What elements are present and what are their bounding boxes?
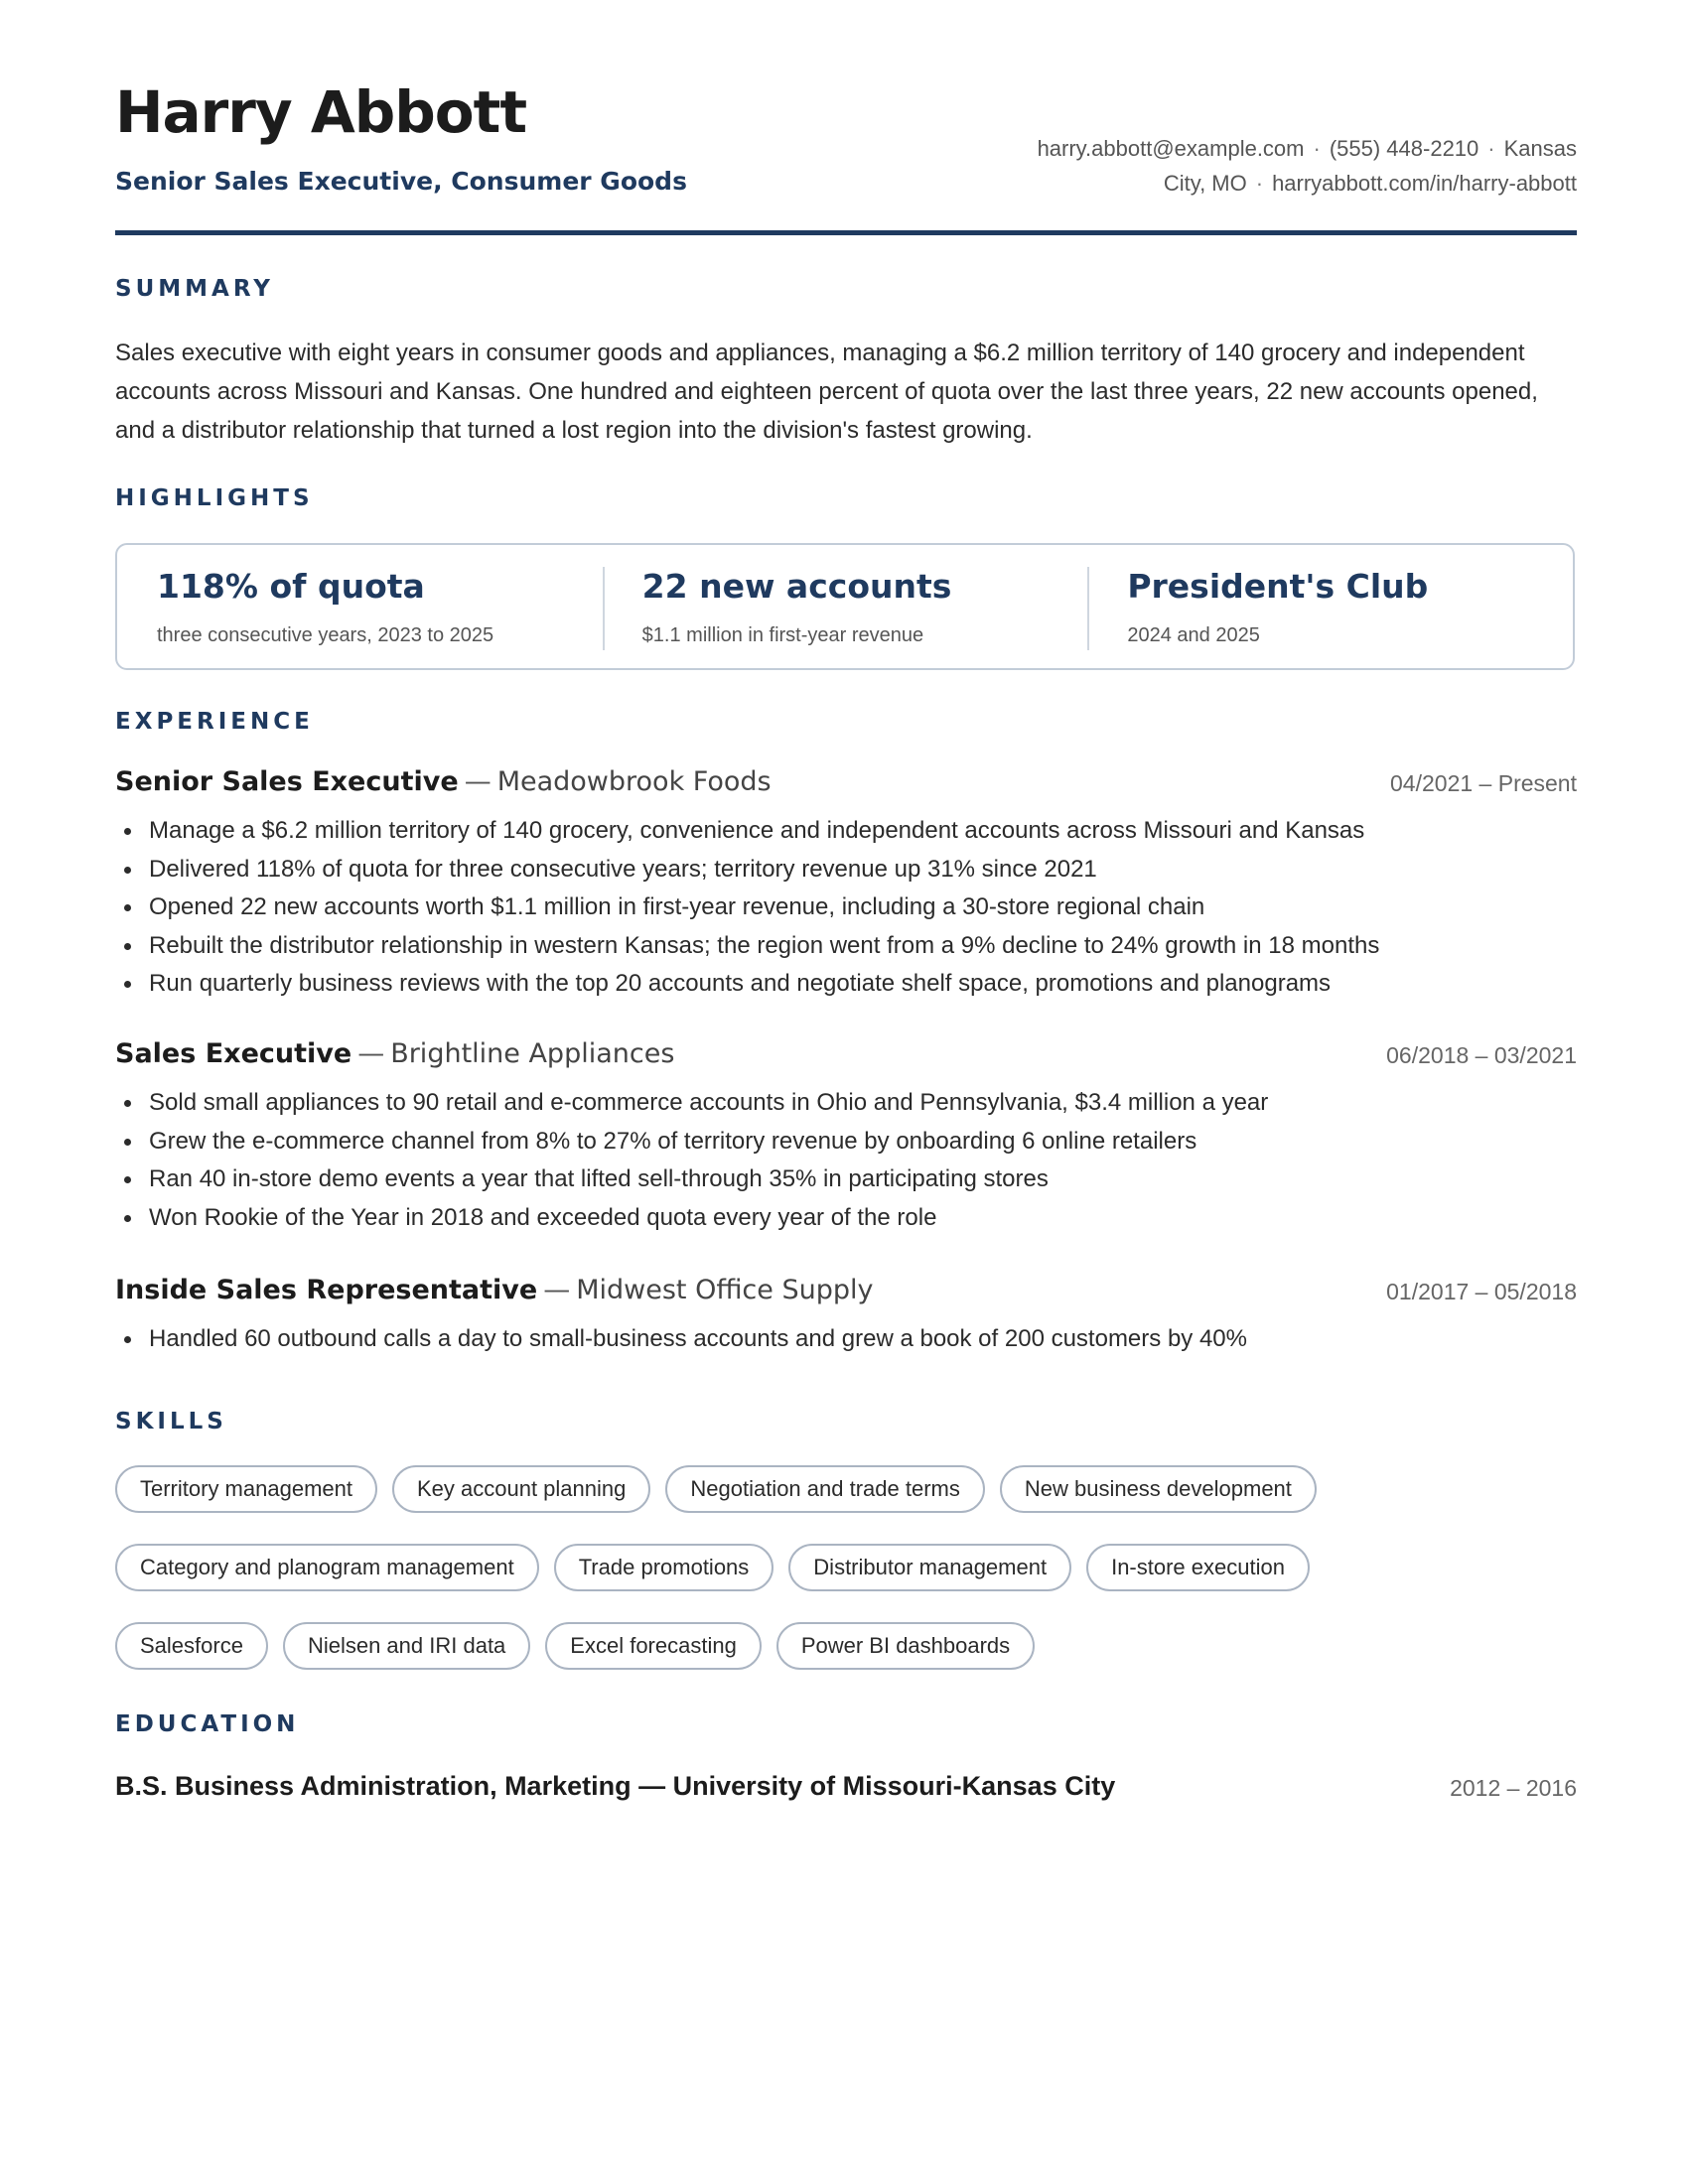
job-bullet: Run quarterly business reviews with the top 20 accounts and negotiate shelf space, promotions and planograms <box>149 965 1577 1004</box>
candidate-role: Senior Sales Executive, Consumer Goods <box>115 167 687 196</box>
job-header <box>115 766 1577 806</box>
skill-chip: Category and planogram management <box>115 1544 539 1591</box>
skill-chip: In-store execution <box>1086 1544 1310 1591</box>
highlight-item <box>117 545 603 668</box>
job-header <box>115 1038 1577 1078</box>
resume-header <box>115 0 1577 238</box>
job-entry <box>115 766 1577 1004</box>
summary-text: Sales executive with eight years in consumer goods and appliances, managing a $6.2 million territory of 140 grocery and independent accounts across Missouri and Kansas. One hundred and eighteen percent of quota over the last three years, 22 new accounts opened, and a distributor relationship that turned a lost region into the division's fastest growing. <box>115 340 1538 444</box>
highlight-item <box>603 545 1088 668</box>
experience-heading: EXPERIENCE <box>115 709 314 735</box>
job-company: Midwest Office Supply <box>576 1275 874 1305</box>
highlight-detail: $1.1 million in first-year revenue <box>641 624 924 646</box>
education-heading: EDUCATION <box>115 1711 300 1737</box>
job-dates: 01/2017 – 05/2018 <box>1386 1279 1577 1304</box>
skill-chip: New business development <box>1000 1465 1317 1513</box>
job-bullets <box>115 1320 1577 1359</box>
skill-row <box>115 1544 1577 1591</box>
education-years: 2012 – 2016 <box>1450 1775 1577 1801</box>
skill-chip: Distributor management <box>788 1544 1071 1591</box>
job-company: Meadowbrook Foods <box>496 766 772 797</box>
contact-location-part-1: Kansas <box>1503 136 1577 161</box>
candidate-name: Harry Abbott <box>115 78 527 146</box>
header-divider <box>115 230 1577 235</box>
contact-separator: · <box>1255 171 1264 196</box>
skill-chip: Nielsen and IRI data <box>283 1622 530 1670</box>
contact-email[interactable]: harry.abbott@example.com <box>1037 136 1305 161</box>
contact-info <box>941 131 1577 201</box>
job-dates: 06/2018 – 03/2021 <box>1386 1042 1577 1068</box>
highlight-item <box>1087 545 1573 668</box>
skills-heading: SKILLS <box>115 1409 227 1434</box>
job-bullet: Delivered 118% of quota for three consecutive years; territory revenue up 31% since 2021 <box>149 851 1577 889</box>
job-bullet: Ran 40 in-store demo events a year that lifted sell-through 35% in participating stores <box>149 1160 1577 1199</box>
skill-chip: Territory management <box>115 1465 377 1513</box>
skill-chip: Trade promotions <box>554 1544 774 1591</box>
education-degree: B.S. Business Administration, Marketing — University of Missouri-Kansas City <box>115 1771 1116 1801</box>
job-entry <box>115 1038 1577 1237</box>
job-dash: — <box>464 766 492 797</box>
job-bullet: Rebuilt the distributor relationship in western Kansas; the region went from a 9% decline to 24% growth in 18 months <box>149 927 1577 966</box>
job-title: Senior Sales Executive <box>115 766 459 797</box>
highlight-value: 22 new accounts <box>641 567 952 606</box>
job-company: Brightline Appliances <box>390 1038 675 1069</box>
highlights-panel <box>115 543 1575 670</box>
contact-location-part-2: City, MO <box>1163 171 1247 196</box>
highlight-detail: three consecutive years, 2023 to 2025 <box>157 624 494 646</box>
summary-heading: SUMMARY <box>115 276 274 302</box>
contact-line-2 <box>941 166 1577 201</box>
job-bullet: Opened 22 new accounts worth $1.1 million in first-year revenue, including a 30-store regional chain <box>149 888 1577 927</box>
job-bullet: Sold small appliances to 90 retail and e-commerce accounts in Ohio and Pennsylvania, $3.4 million a year <box>149 1084 1577 1123</box>
contact-phone[interactable]: (555) 448-2210 <box>1329 136 1479 161</box>
job-dates: 04/2021 – Present <box>1390 770 1577 796</box>
resume-page <box>115 0 1577 1801</box>
highlights-heading: HIGHLIGHTS <box>115 485 314 511</box>
job-bullet: Handled 60 outbound calls a day to small-business accounts and grew a book of 200 customers by 40% <box>149 1320 1577 1359</box>
job-bullets <box>115 812 1577 1004</box>
skill-chip: Salesforce <box>115 1622 268 1670</box>
contact-website[interactable]: harryabbott.com/in/harry-abbott <box>1272 171 1577 196</box>
skill-chip: Negotiation and trade terms <box>665 1465 985 1513</box>
highlight-detail: 2024 and 2025 <box>1127 624 1260 646</box>
job-bullet: Grew the e-commerce channel from 8% to 27% of territory revenue by onboarding 6 online retailers <box>149 1123 1577 1161</box>
highlight-value: 118% of quota <box>157 567 425 606</box>
contact-separator: · <box>1313 136 1321 161</box>
job-bullet: Won Rookie of the Year in 2018 and exceeded quota every year of the role <box>149 1199 1577 1238</box>
skill-chip: Power BI dashboards <box>776 1622 1035 1670</box>
skill-row <box>115 1622 1577 1670</box>
job-title: Sales Executive <box>115 1038 352 1069</box>
job-header <box>115 1275 1577 1314</box>
highlight-value: President's Club <box>1127 567 1429 606</box>
skill-row <box>115 1465 1577 1513</box>
education-entry <box>115 1771 1577 1811</box>
job-bullets <box>115 1084 1577 1237</box>
job-dash: — <box>357 1038 385 1069</box>
job-entry <box>115 1275 1577 1359</box>
skill-chip: Key account planning <box>392 1465 650 1513</box>
job-bullet: Manage a $6.2 million territory of 140 grocery, convenience and independent accounts across Missouri and Kansas <box>149 812 1577 851</box>
contact-line-1 <box>941 131 1577 166</box>
contact-separator: · <box>1487 136 1495 161</box>
skill-chip: Excel forecasting <box>545 1622 762 1670</box>
skills-list <box>115 1465 1577 1701</box>
job-title: Inside Sales Representative <box>115 1275 538 1305</box>
job-dash: — <box>543 1275 571 1305</box>
